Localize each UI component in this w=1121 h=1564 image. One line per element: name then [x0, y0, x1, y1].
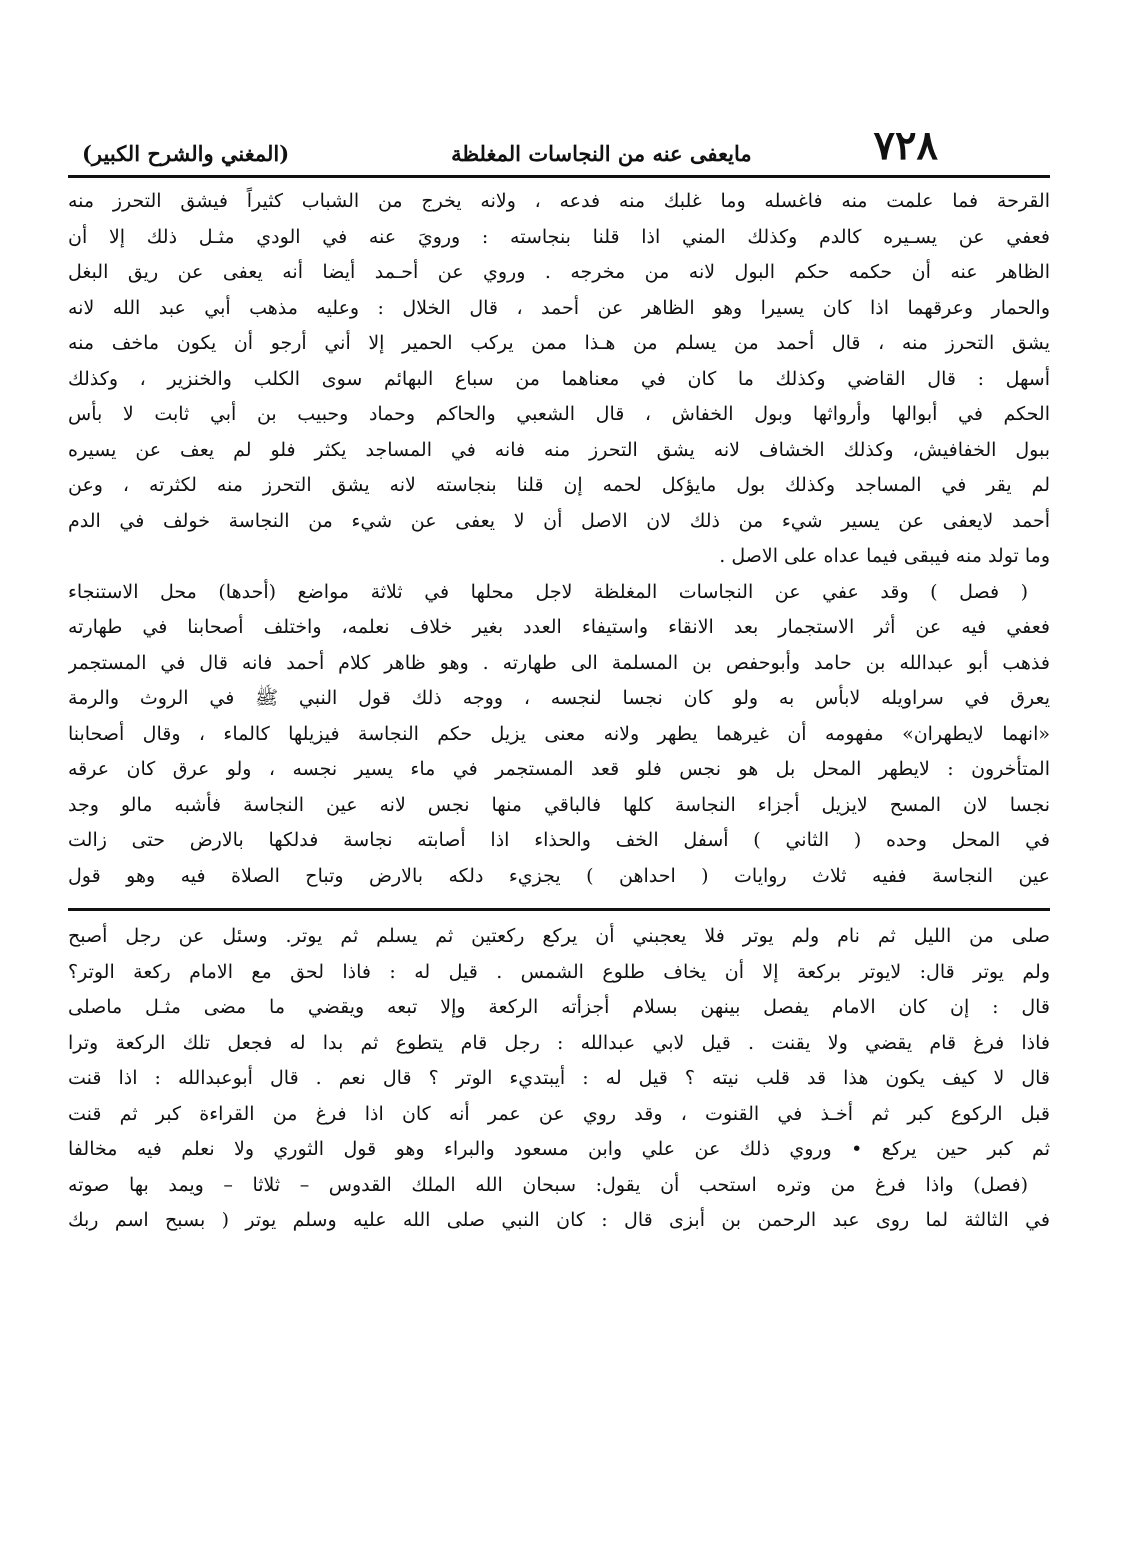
text-line: فذهب أبو عبدالله بن حامد وأبوحفص بن المسلمة الى طهارته . وهو ظاهر كلام أحمد فانه قال في المستجمر — [68, 651, 1050, 674]
footnote-line: (فصل) واذا فرغ من وتره استحب أن يقول: سبحان الله الملك القدوس – ثلاثا – ويمد بها صوته — [68, 1173, 1028, 1196]
footnote-line: ولم يوتر قال: لايوتر بركعة إلا أن يخاف طلوع الشمس . قيل له : فاذا لحق مع الامام ركعة الوتر؟ — [68, 960, 1050, 983]
text-line: أسهل : قال القاضي وكذلك ما كان في معناهما من سباع البهائم سوى الكلب والخنزير ، وكذلك — [68, 367, 1050, 390]
text-line: والحمار وعرقهما اذا كان يسيرا وهو الظاهر عن أحمد ، قال الخلال : وعليه مذهب أبي عبد الله لانه — [68, 296, 1050, 319]
footnote-line: ثم كبر حين يركع • وروي ذلك عن علي وابن مسعود والبراء وهو قول الثوري ولا نعلم فيه مخالفا — [68, 1138, 1050, 1160]
text-line: فعفي فيه عن أثر الاستجمار بعد الانقاء واستيفاء العدد بغير خلاف نعلمه، واختلف أصحابنا في طهارته — [68, 616, 1050, 638]
footnote-line: قبل الركوع كبر ثم أخـذ في القنوت ، وقد روي عن عمر أنه كان اذا فرغ من القراءة كبر ثم قنت — [68, 1102, 1050, 1125]
footnote-line: قال لا كيف يكون هذا قد قلب نيته ؟ قيل له : أيبتديء الوتر ؟ قال نعم . قال أبوعبدالله : اذا قنت — [68, 1067, 1050, 1089]
book-title: (المغني والشرح الكبير) — [82, 141, 290, 166]
text-line: وما تولد منه فيبقى فيما عداه على الاصل . — [719, 545, 1050, 567]
text-line: لم يقر في المساجد وكذلك بول مايؤكل لحمه إن قلنا بنجاسته لانه يشق التحرز منه لكثرته ، وعن — [68, 474, 1050, 496]
main-text — [68, 184, 1050, 894]
text-line: يعرق في سراويله لابأس به ولو كان نجسا لنجسه ، ووجه ذلك قول النبي ﷺ في الروث والرمة — [68, 687, 1050, 709]
text-line: في المحل وحده ( الثاني ) أسفل الخف والحذاء اذا أصابته نجاسة فدلكها بالارض حتى زالت — [68, 829, 1050, 851]
page-header — [68, 118, 1050, 178]
footnotes — [68, 919, 1050, 1239]
text-line: فعفي عن يسـيره كالدم وكذلك المني اذا قلنا بنجاسته : ورويَ عنه في الودي مثـل ذلك إلا أن — [68, 225, 1050, 248]
footnote-line: في الثالثة لما روى عبد الرحمن بن أبزى قال : كان النبي صلى الله عليه وسلم يوتر ( بسبح اسم ربك — [68, 1209, 1050, 1231]
footnote-line: قال : إن كان الامام يفصل بينهن بسلام أجزأته الركعة وإلا تبعه ويقضي ما مضى مثـل ماصلى — [68, 996, 1050, 1018]
running-title: مايعفى عنه من النجاسات المغلظة — [451, 141, 752, 166]
text-line: نجسا لان المسح لايزيل أجزاء النجاسة كلها فالباقي منها نجس لانه عين النجاسة فأشبه مالو وجد — [68, 793, 1050, 816]
text-line: عين النجاسة ففيه ثلاث روايات ( احداهن ) يجزيء دلكه بالارض وتباح الصلاة فيه وهو قول — [68, 864, 1050, 887]
text-line: الحكم في أبوالها وأرواثها وبول الخفاش ، قال الشعبي والحاكم وحماد وحبيب بن أبي ثابت لا بأس — [68, 403, 1050, 425]
book-page — [68, 118, 1050, 1239]
text-line: أحمد لايعفى عن يسير شيء من ذلك لان الاصل أن لا يعفى عن شيء من النجاسة خولف في الدم — [68, 509, 1050, 532]
footnote-line: فاذا فرغ قام يقضي ولا يقنت . قيل لابي عبدالله : رجل قام يتطوع ثم بدا له فجعل تلك الركعة وترا — [68, 1031, 1050, 1054]
text-line: «انهما لايطهران» مفهومه أن غيرهما يطهر ولانه معنى يزيل حكم النجاسة فيزيلها كالماء ، وقال أصحابنا — [68, 722, 1050, 745]
text-line: المتأخرون : لايطهر المحل بل هو نجس فلو قعد المستجمر في ماء يسير نجسه ، ولو عرق كان عرقه — [68, 758, 1050, 780]
footnote-separator — [68, 908, 1050, 911]
text-line: القرحة فما علمت منه فاغسله وما غلبك منه فدعه ، ولانه يخرج من الشباب كثيراً فيشق التحرز منه — [68, 190, 1050, 212]
text-line: ببول الخفافيش، وكذلك الخشاف لانه يشق التحرز منه فانه في المساجد يكثر فلو لم يعف عن يسيره — [68, 438, 1050, 461]
text-line: يشق التحرز منه ، قال أحمد من يسلم من هـذا ممن يركب الحمير إلا أني أرجو أن يكون ماخف منه — [68, 332, 1050, 354]
page-number: ٧٢٨ — [873, 122, 938, 169]
text-line: الظاهر عنه أن حكمه حكم البول لانه من مخرجه . وروي عن أحـمد أيضا أنه يعفى عن ريق البغل — [68, 261, 1050, 283]
footnote-line: صلى من الليل ثم نام ولم يوتر فلا يعجبني أن يركع ركعتين ثم يسلم ثم يوتر. وسئل عن رجل أصبح — [68, 925, 1050, 947]
text-line: ( فصل ) وقد عفي عن النجاسات المغلظة لاجل محلها في ثلاثة مواضع (أحدها) محل الاستنجاء — [68, 580, 1028, 603]
